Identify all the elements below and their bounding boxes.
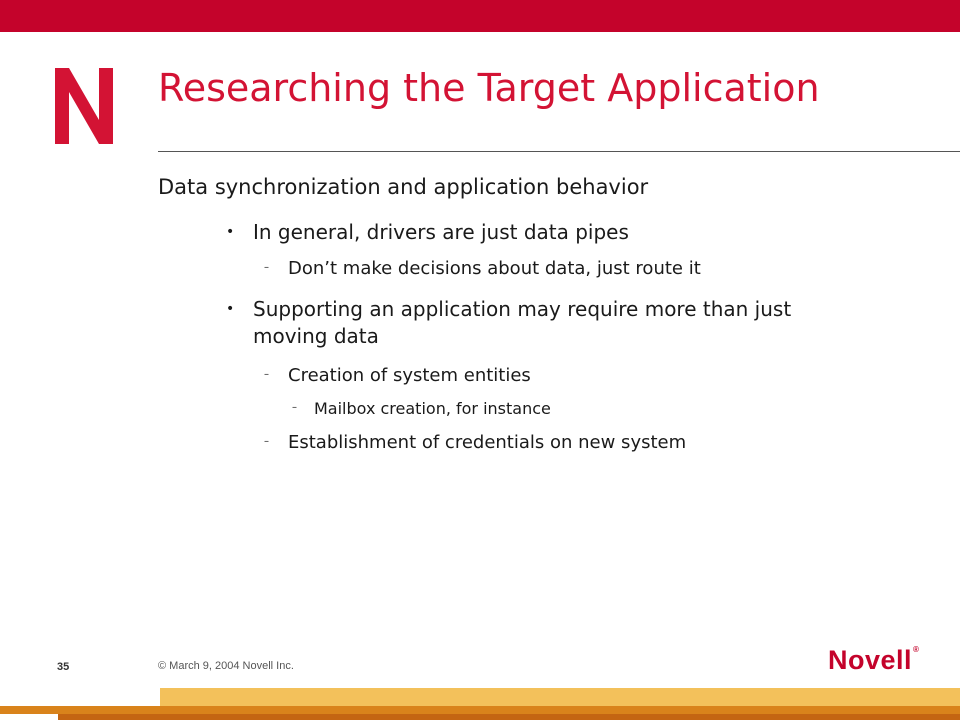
- slide-title: Researching the Target Application: [158, 66, 820, 110]
- bullet-text: Don’t make decisions about data, just route it: [288, 258, 701, 279]
- bullet-level2-item: [264, 365, 531, 386]
- bullet-text: In general, drivers are just data pipes: [253, 220, 629, 244]
- bullet-dot-icon: •: [226, 301, 235, 317]
- bullet-text: Establishment of credentials on new system: [288, 432, 687, 453]
- novell-wordmark-logo: [828, 645, 919, 676]
- bullet-level1-item: [226, 296, 853, 350]
- title-divider: [158, 151, 960, 152]
- bullet-dash-icon: –: [264, 436, 269, 447]
- bottom-orange-bar: [0, 706, 960, 714]
- bullet-main: Data synchronization and application behavior: [158, 175, 649, 199]
- bullet-level2-item: [264, 258, 701, 279]
- registered-mark: ®: [913, 645, 920, 654]
- bullet-dash-icon: –: [264, 369, 269, 380]
- bullet-dot-icon: •: [226, 224, 235, 240]
- bullet-text: Mailbox creation, for instance: [314, 399, 551, 418]
- bullet-text: Creation of system entities: [288, 365, 531, 386]
- copyright-notice: © March 9, 2004 Novell Inc.: [158, 660, 294, 672]
- slide-number: 35: [57, 661, 70, 673]
- top-red-bar: [0, 0, 960, 32]
- brand-name: Novell: [828, 645, 913, 675]
- bullet-dash-icon: –: [292, 402, 297, 413]
- bullet-dash-icon: –: [264, 262, 269, 273]
- bottom-gold-bar: [160, 688, 960, 708]
- bottom-dark-orange-bar: [58, 714, 960, 720]
- bullet-level1-item: [226, 219, 629, 246]
- bullet-text: Supporting an application may require more than just moving data: [253, 297, 792, 348]
- bullet-level3-item: [292, 399, 551, 418]
- novell-n-logo-icon: [55, 68, 113, 144]
- bullet-level2-item: [264, 432, 687, 453]
